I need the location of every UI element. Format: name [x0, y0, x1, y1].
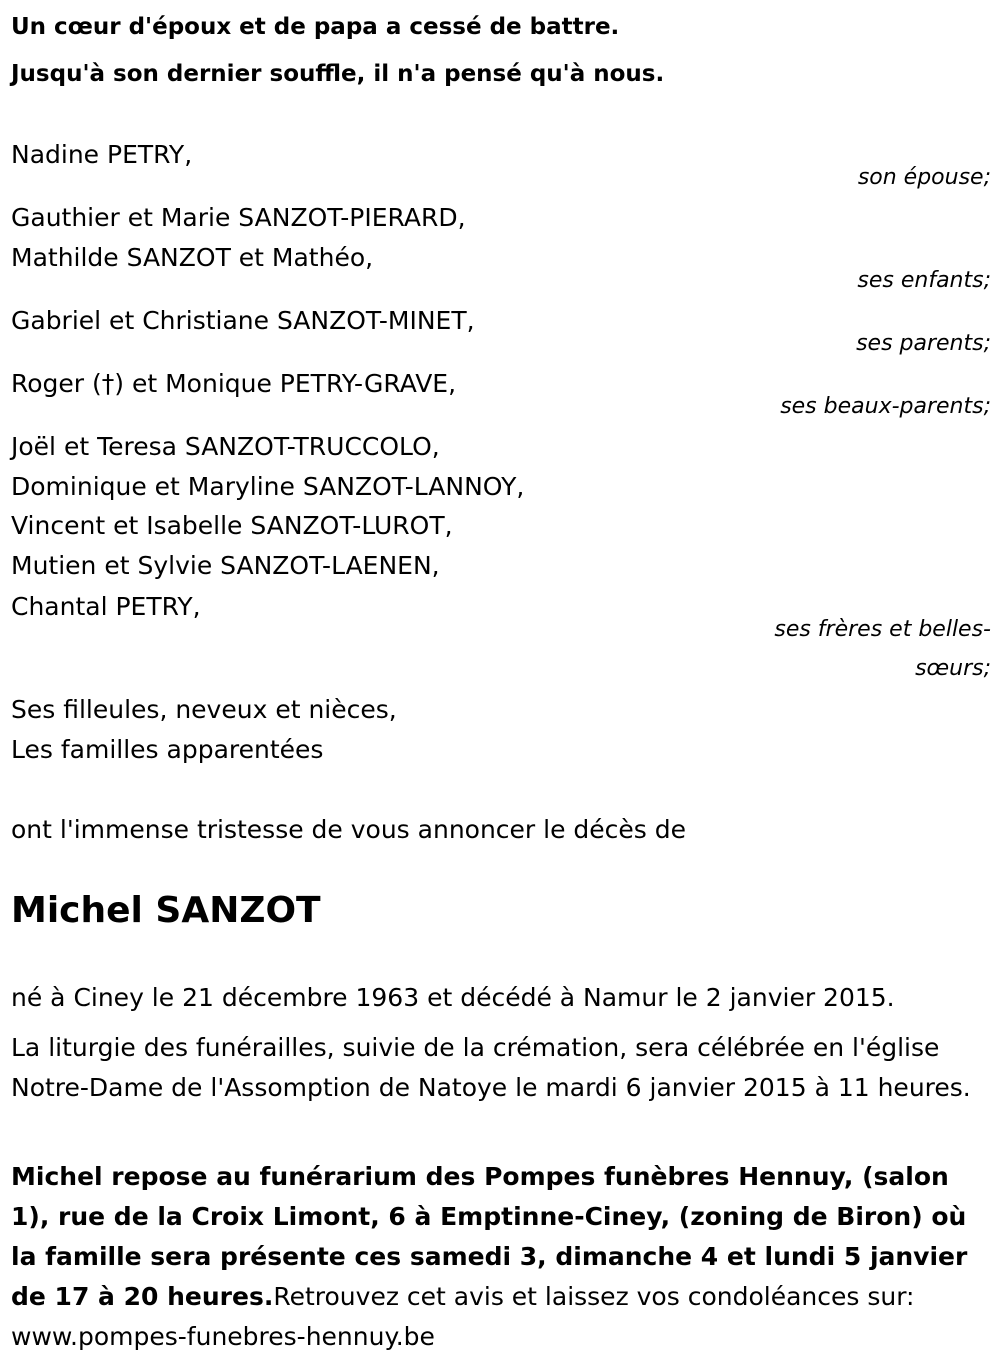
intro-line-2: Jusqu'à son dernier souffle, il n'a pensé qu'à nous.: [11, 61, 665, 87]
parents-relation: ses parents;: [856, 331, 991, 356]
in-laws-name: [11, 369, 456, 398]
spouse-name: Nadine PETRY,: [11, 140, 193, 169]
funeral-home-regular-text: Retrouvez cet avis et laissez vos condoléances sur: www.pompes-funebres-hennuy.be: [11, 1282, 915, 1351]
in-laws-name-post: ) et Monique PETRY-GRAVE,: [114, 369, 457, 398]
announcement-text: ont l'immense tristesse de vous annoncer le décès de: [11, 815, 687, 844]
cross-icon: †: [101, 369, 115, 398]
liturgy-text: La liturgie des funérailles, suivie de la crémation, sera célébrée en l'église Notre-Dame de l'Assomption de Natoye le mardi 6 janvier 2015 à 11 heures.: [11, 1033, 971, 1102]
deceased-name: Michel SANZOT: [11, 890, 321, 931]
child-name: Mathilde SANZOT et Mathéo,: [11, 243, 374, 272]
sibling-name: Joël et Teresa SANZOT-TRUCCOLO,: [11, 432, 440, 461]
sibling-name: Mutien et Sylvie SANZOT-LAENEN,: [11, 551, 440, 580]
children-relation: ses enfants;: [857, 268, 991, 293]
intro-line-1: Un cœur d'époux et de papa a cessé de battre.: [11, 14, 620, 40]
sibling-name: Chantal PETRY,: [11, 592, 201, 621]
funeral-home-bold-text: Michel repose au funérarium des Pompes funèbres Hennuy, (salon 1), rue de la Croix Limont, 6 à Emptinne-Ciney, (zoning de Biron) où la famille sera présente ces samedi 3, dimanche 4 et lundi 5 janvier de 17 à 20 heures.: [11, 1162, 968, 1311]
birth-death-text: né à Ciney le 21 décembre 1963 et décédé à Namur le 2 janvier 2015.: [11, 983, 895, 1012]
others-line: Les familles apparentées: [11, 735, 324, 764]
sibling-name: Dominique et Maryline SANZOT-LANNOY,: [11, 472, 525, 501]
spouse-relation: son épouse;: [857, 165, 991, 190]
funeral-home-text: [11, 1157, 989, 1357]
in-laws-relation: ses beaux-parents;: [780, 394, 991, 419]
child-name: Gauthier et Marie SANZOT-PIERARD,: [11, 203, 466, 232]
others-line: Ses filleules, neveux et nièces,: [11, 695, 397, 724]
sibling-name: Vincent et Isabelle SANZOT-LUROT,: [11, 511, 453, 540]
siblings-relation-line-2: sœurs;: [915, 656, 991, 681]
parents-name: Gabriel et Christiane SANZOT-MINET,: [11, 306, 475, 335]
siblings-relation-line-1: ses frères et belles-: [774, 617, 991, 642]
in-laws-name-pre: Roger (: [11, 369, 102, 398]
